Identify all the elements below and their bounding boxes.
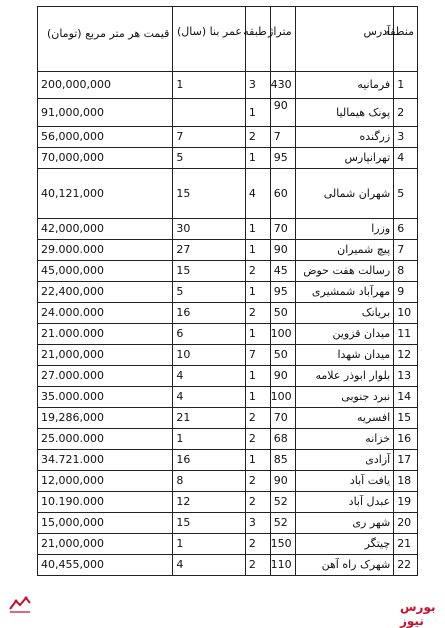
- header-address: آدرس: [295, 7, 394, 72]
- cell-address: بلوار ابوذر علامه: [295, 366, 394, 387]
- cell-floor: 2: [245, 127, 270, 148]
- cell-price: 15,000,000: [38, 513, 173, 534]
- cell-age: 6: [173, 324, 246, 345]
- cell-floor: 7: [245, 345, 270, 366]
- cell-region: 20: [394, 513, 418, 534]
- cell-floor: 1: [245, 450, 270, 471]
- cell-address: پونک هیمالیا: [295, 99, 394, 127]
- cell-price: 42,000,000: [38, 219, 173, 240]
- cell-region: 9: [394, 282, 418, 303]
- cell-region: 21: [394, 534, 418, 555]
- cell-address: وزرا: [295, 219, 394, 240]
- table-row: [38, 471, 418, 492]
- cell-address: زرگنده: [295, 127, 394, 148]
- cell-region: 18: [394, 471, 418, 492]
- cell-age: 21: [173, 408, 246, 429]
- table-row: [38, 555, 418, 576]
- header-price: قیمت هر متر مربع (تومان): [38, 7, 173, 72]
- cell-age: 1: [173, 72, 246, 99]
- cell-region: 14: [394, 387, 418, 408]
- cell-address: پیچ شمیران: [295, 240, 394, 261]
- cell-area: 90: [270, 366, 295, 387]
- cell-area: 430: [270, 72, 295, 99]
- cell-price: 34.721.000: [38, 450, 173, 471]
- cell-area: 90: [270, 240, 295, 261]
- cell-area: 52: [270, 492, 295, 513]
- cell-floor: 2: [245, 471, 270, 492]
- cell-floor: 1: [245, 240, 270, 261]
- cell-region: 1: [394, 72, 418, 99]
- cell-floor: 1: [245, 366, 270, 387]
- cell-age: [173, 99, 246, 127]
- cell-price: 45,000,000: [38, 261, 173, 282]
- cell-area: 70: [270, 219, 295, 240]
- cell-age: 8: [173, 471, 246, 492]
- cell-address: میدان شهدا: [295, 345, 394, 366]
- cell-age: 10: [173, 345, 246, 366]
- cell-floor: 1: [245, 219, 270, 240]
- cell-price: 19,286,000: [38, 408, 173, 429]
- cell-region: 4: [394, 148, 418, 169]
- cell-price: 10.190.000: [38, 492, 173, 513]
- cell-floor: 1: [245, 282, 270, 303]
- table-row: [38, 324, 418, 345]
- cell-address: تهرانپارس: [295, 148, 394, 169]
- cell-floor: 1: [245, 148, 270, 169]
- header-area: متراژ: [270, 7, 295, 72]
- cell-area: 68: [270, 429, 295, 450]
- table-row: [38, 169, 418, 219]
- cell-price: 21,000,000: [38, 345, 173, 366]
- cell-price: 56,000,000: [38, 127, 173, 148]
- cell-address: رسالت هفت حوض: [295, 261, 394, 282]
- table-row: [38, 366, 418, 387]
- cell-address: عبدل آباد: [295, 492, 394, 513]
- cell-floor: 2: [245, 408, 270, 429]
- cell-age: 16: [173, 303, 246, 324]
- cell-age: 5: [173, 148, 246, 169]
- header-row: [38, 7, 418, 72]
- cell-region: 11: [394, 324, 418, 345]
- cell-address: مهرآباد شمشیری: [295, 282, 394, 303]
- cell-floor: 2: [245, 429, 270, 450]
- cell-area: 110: [270, 555, 295, 576]
- table-body: [38, 72, 418, 576]
- cell-area: 50: [270, 345, 295, 366]
- cell-address: شهران شمالی: [295, 169, 394, 219]
- cell-address: فرمانیه: [295, 72, 394, 99]
- cell-price: 29.000.000: [38, 240, 173, 261]
- header-region: منطقه: [394, 7, 418, 72]
- cell-region: 13: [394, 366, 418, 387]
- cell-region: 8: [394, 261, 418, 282]
- cell-price: 21.000.000: [38, 324, 173, 345]
- cell-age: 4: [173, 366, 246, 387]
- cell-address: یافت آباد: [295, 471, 394, 492]
- cell-price: 70,000,000: [38, 148, 173, 169]
- cell-floor: 1: [245, 387, 270, 408]
- cell-floor: 2: [245, 303, 270, 324]
- cell-price: 21,000,000: [38, 534, 173, 555]
- cell-address: خزانه: [295, 429, 394, 450]
- cell-area: 85: [270, 450, 295, 471]
- cell-area: 7: [270, 127, 295, 148]
- cell-area: 100: [270, 324, 295, 345]
- cell-floor: 2: [245, 555, 270, 576]
- table-row: [38, 261, 418, 282]
- cell-floor: 1: [245, 324, 270, 345]
- cell-region: 19: [394, 492, 418, 513]
- table-row: [38, 72, 418, 99]
- table-row: [38, 219, 418, 240]
- cell-floor: 4: [245, 169, 270, 219]
- cell-price: 12,000,000: [38, 471, 173, 492]
- cell-age: 16: [173, 450, 246, 471]
- table-row: [38, 148, 418, 169]
- table-row: [38, 345, 418, 366]
- cell-region: 12: [394, 345, 418, 366]
- cell-area: 50: [270, 303, 295, 324]
- cell-area: 90: [270, 99, 295, 127]
- table-row: [38, 127, 418, 148]
- cell-address: شهر ری: [295, 513, 394, 534]
- table-row: [38, 303, 418, 324]
- cell-age: 1: [173, 429, 246, 450]
- cell-address: افسریه: [295, 408, 394, 429]
- cell-region: 3: [394, 127, 418, 148]
- cell-age: 5: [173, 282, 246, 303]
- cell-floor: 1: [245, 99, 270, 127]
- cell-age: 27: [173, 240, 246, 261]
- cell-region: 6: [394, 219, 418, 240]
- table-row: [38, 99, 418, 127]
- cell-age: 4: [173, 387, 246, 408]
- cell-area: 45: [270, 261, 295, 282]
- cell-floor: 2: [245, 261, 270, 282]
- table-row: [38, 492, 418, 513]
- cell-region: 15: [394, 408, 418, 429]
- cell-price: 91,000,000: [38, 99, 173, 127]
- table-row: [38, 387, 418, 408]
- cell-price: 40,121,000: [38, 169, 173, 219]
- cell-area: 60: [270, 169, 295, 219]
- watermark-text: بورس نیوز: [400, 600, 436, 628]
- cell-price: 40,455,000: [38, 555, 173, 576]
- table-row: [38, 240, 418, 261]
- cell-region: 7: [394, 240, 418, 261]
- cell-address: شهرک راه آهن: [295, 555, 394, 576]
- cell-floor: 3: [245, 513, 270, 534]
- cell-age: 1: [173, 534, 246, 555]
- cell-region: 16: [394, 429, 418, 450]
- cell-price: 35.000.000: [38, 387, 173, 408]
- cell-region: 10: [394, 303, 418, 324]
- cell-age: 15: [173, 513, 246, 534]
- table-row: [38, 534, 418, 555]
- cell-region: 5: [394, 169, 418, 219]
- cell-area: 90: [270, 471, 295, 492]
- cell-address: چیتگر: [295, 534, 394, 555]
- cell-price: 25.000.000: [38, 429, 173, 450]
- cell-floor: 2: [245, 534, 270, 555]
- cell-age: 30: [173, 219, 246, 240]
- header-floor: طبقه: [245, 7, 270, 72]
- cell-region: 17: [394, 450, 418, 471]
- cell-area: 52: [270, 513, 295, 534]
- cell-price: 200,000,000: [38, 72, 173, 99]
- table-row: [38, 408, 418, 429]
- table-row: [38, 450, 418, 471]
- table-row: [38, 513, 418, 534]
- cell-age: 7: [173, 127, 246, 148]
- cell-region: 22: [394, 555, 418, 576]
- cell-age: 15: [173, 169, 246, 219]
- cell-address: بریانک: [295, 303, 394, 324]
- cell-address: آزادی: [295, 450, 394, 471]
- cell-age: 4: [173, 555, 246, 576]
- header-age: عمر بنا (سال): [173, 7, 246, 72]
- housing-price-table: [37, 6, 418, 576]
- news-logo-icon: [8, 595, 32, 615]
- cell-region: 2: [394, 99, 418, 127]
- cell-address: میدان قزوین: [295, 324, 394, 345]
- cell-age: 12: [173, 492, 246, 513]
- cell-address: نبرد جنوبی: [295, 387, 394, 408]
- cell-area: 95: [270, 148, 295, 169]
- cell-area: 150: [270, 534, 295, 555]
- table-row: [38, 282, 418, 303]
- cell-floor: 3: [245, 72, 270, 99]
- cell-price: 24.000.000: [38, 303, 173, 324]
- cell-area: 95: [270, 282, 295, 303]
- cell-floor: 2: [245, 492, 270, 513]
- table-row: [38, 429, 418, 450]
- cell-age: 15: [173, 261, 246, 282]
- cell-area: 100: [270, 387, 295, 408]
- cell-price: 22,400,000: [38, 282, 173, 303]
- cell-price: 27.000.000: [38, 366, 173, 387]
- cell-area: 70: [270, 408, 295, 429]
